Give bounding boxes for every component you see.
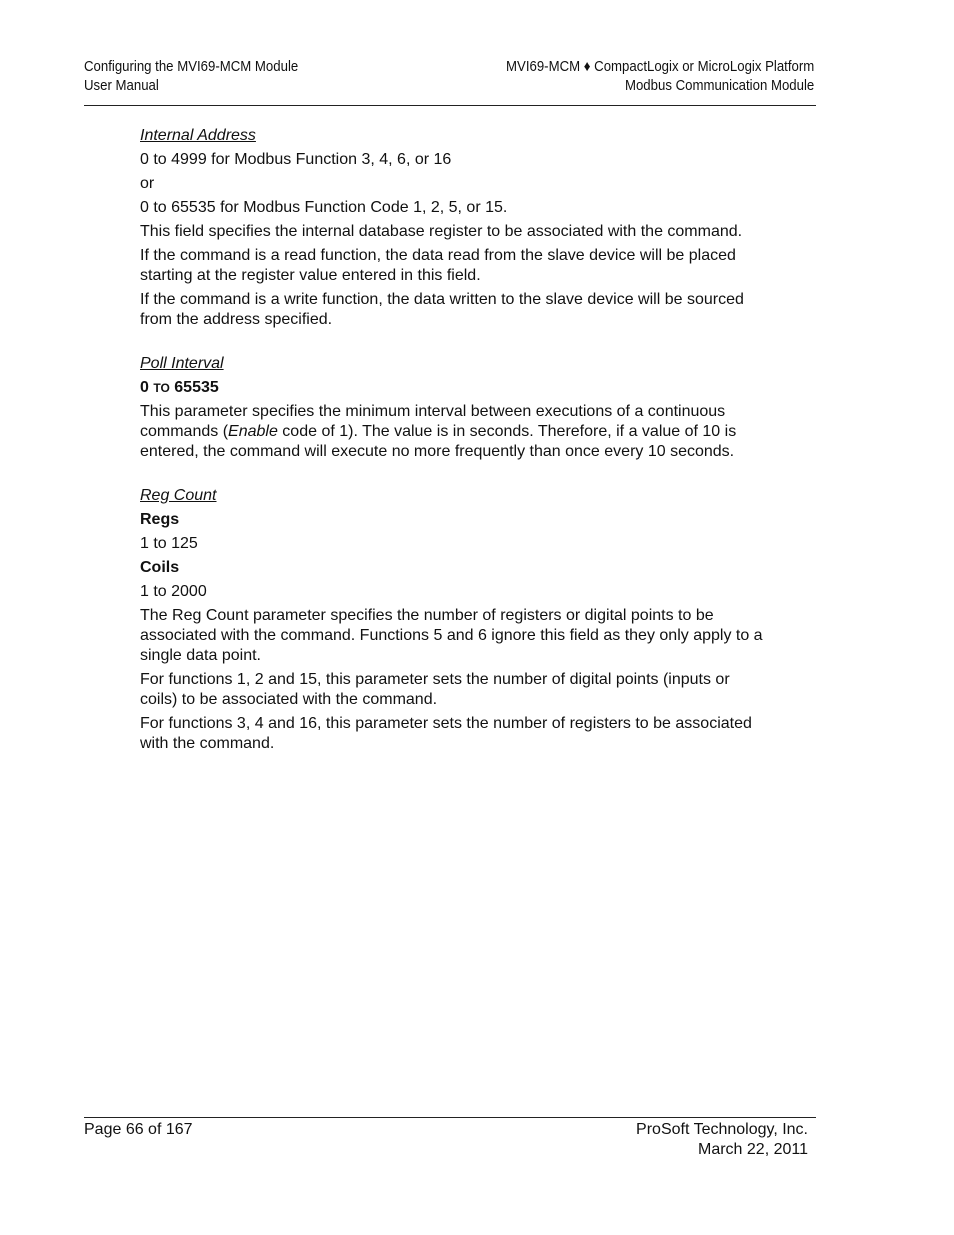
section-title-reg-count: Reg Count (140, 487, 217, 504)
header-product-subtitle: Modbus Communication Module (624, 77, 814, 94)
page-content (140, 126, 765, 758)
reg-count-coils-label: Coils (140, 559, 180, 576)
reg-count-regs-label: Regs (140, 511, 180, 528)
poll-interval-range-end: 65535 (174, 379, 219, 396)
section-title-internal-address: Internal Address (140, 127, 256, 144)
internal-address-or: or (140, 175, 155, 192)
poll-interval-range-to: TO (153, 381, 170, 395)
poll-interval-desc-italic: Enable (228, 423, 278, 440)
poll-interval-desc (140, 402, 765, 462)
poll-interval-range (140, 378, 765, 398)
internal-address-range-1: 0 to 4999 for Modbus Function 3, 4, 6, or 16 (140, 151, 452, 168)
internal-address-desc-3: If the command is a write function, the data written to the slave device will be sourced from the address specified. (140, 291, 744, 328)
reg-count-coils-range: 1 to 2000 (140, 583, 207, 600)
footer-date: March 22, 2011 (698, 1141, 808, 1158)
header-left (84, 57, 298, 95)
reg-count-desc-1: The Reg Count parameter specifies the number of registers or digital points to be associated with the command. Functions 5 and 6 ignore this field as they only apply to a single data point. (140, 607, 763, 664)
header-product-title: MVI69-MCM ♦ CompactLogix or MicroLogix Platform (505, 58, 814, 75)
internal-address-desc-1: This field specifies the internal database register to be associated with the command. (140, 223, 743, 240)
internal-address-range-2: 0 to 65535 for Modbus Function Code 1, 2, 5, or 15. (140, 199, 508, 216)
poll-interval-desc-part-1: This parameter specifies the minimum interval between executions of a continuous commands ( (140, 403, 726, 440)
footer-page-number: Page 66 of 167 (84, 1121, 193, 1138)
reg-count-regs-range: 1 to 125 (140, 535, 198, 552)
section-title-poll-interval: Poll Interval (140, 355, 224, 372)
footer-company: ProSoft Technology, Inc. (636, 1121, 808, 1138)
poll-interval-range-start: 0 (140, 379, 149, 396)
header-doc-type: User Manual (84, 77, 159, 94)
header-chapter-title: Configuring the MVI69-MCM Module (84, 58, 299, 75)
footer-right (636, 1120, 808, 1160)
header-right (506, 57, 814, 95)
poll-interval-desc-part-2: code of 1). The value is in seconds. Therefore, if a value of 10 is entered, the command will execute no more frequently than once every 10 seconds. (140, 423, 737, 460)
header-divider (84, 105, 816, 106)
reg-count-desc-3: For functions 3, 4 and 16, this parameter sets the number of registers to be associated with the command. (140, 715, 752, 752)
reg-count-desc-2: For functions 1, 2 and 15, this parameter sets the number of digital points (inputs or coils) to be associated with the command. (140, 671, 730, 708)
internal-address-desc-2: If the command is a read function, the data read from the slave device will be placed starting at the register value entered in this field. (140, 247, 736, 284)
footer-divider (84, 1117, 816, 1118)
